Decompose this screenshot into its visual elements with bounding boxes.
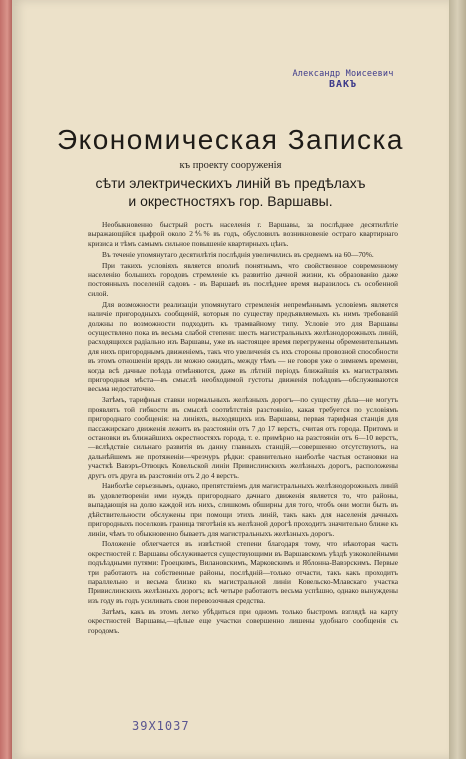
body-paragraph: Наиболѣе серьезнымъ, однако, препятствіемъ для магистральныхъ желѣзнодорожныхъ линій въ удовлетвореніи ими нуждъ пригороднаго дачнаго движенія является то, что районы, выпадающія на долю каждой изъ нихъ, слишкомъ обширны для того, чтобъ они могли быть въ дѣйствительности обслужены при помощи этихъ линій, такъ какъ для населенія дачныхъ пригородныхъ поселковъ граница тяготѣнія къ желѣзной дорогѣ проходитъ значительно ближе къ линіи, чѣмъ то обыкновенно бываетъ для магистральныхъ желѣзныхъ дорогъ. (88, 481, 398, 538)
body-paragraph: Затѣмъ, какъ въ этомъ легко убѣдиться при одномъ только быстромъ взглядѣ на карту окрестностей Варшавы,—цѣлые еще участки совершенно лишены удобнаго сообщенія съ городомъ. (88, 606, 398, 635)
document-body (88, 220, 398, 636)
document-subtitle-1: къ проекту сооруженія (179, 160, 282, 171)
body-paragraph: Затѣмъ, тарифныя ставки нормальныхъ желѣзныхъ дорогъ—по существу дѣла—не могутъ проявлять той гибкости въ смыслѣ соотвѣтствія разстоянію, какая требуется по условіямъ пригороднаго сообщенія: на линіяхъ, выходящихъ изъ Варшавы, первая тарифная станція для пассажирскаго движенія лежитъ въ разстояніи отъ 7 до 17 верстъ, считая отъ города. Притомъ и остановки въ ближайшихъ окрестностяхъ города, т. е. примѣрно на разстояніи отъ 6—10 верстъ, —вслѣдствіе сильнаго развитія въ данну главныхъ станцій,—совершенно отсутствуютъ, на дальнѣйшемъ же протяженіи—чрезчуръ рѣдки: сравнительно наиболѣе частыя остановки на участкѣ Вавэръ-Отвоцкъ Ковельской линіи Привислинскихъ желѣзныхъ дорогъ, расположены другъ отъ друга въ разстояніи отъ 2 до 4 верстъ. (88, 395, 398, 480)
document-title: Экономическая Записка (57, 124, 404, 155)
shelfmark-stamp: 39X1037 (132, 719, 190, 733)
book-spine (0, 0, 12, 759)
body-paragraph: Положеніе облегчается въ извѣстной степени благодаря тому, что нѣкоторая часть окрестностей г. Варшавы обслуживается существующими въ Варшавскомъ уѣздѣ узкоколейными подъѣздными путями: Гроецкимъ, Вилановскимъ, Марковскимъ и Яблонна-Вавэрскимъ. Первые три работаютъ на собственные районы, послѣдній—только отчасти, такъ какъ проходитъ параллельно и весьма близко къ магистральной линіи Ковельско-Млавскаго участка Привислинскихъ желѣзныхъ дорогъ; всѣ четыре работаютъ весьма успѣшно, однако вынуждены изъ году въ годъ усиливать свои перевозочныя средства. (88, 539, 398, 605)
body-paragraph: Въ теченіе упомянутаго десятилѣтія послѣднія увеличились въ среднемъ на 60—70%. (102, 249, 374, 259)
document-subtitle-3: и окрестностяхъ гор. Варшавы. (128, 193, 333, 209)
document-subtitle-2: сѣти электрическихъ линій въ предѣлахъ (95, 175, 366, 191)
page-edge (449, 0, 466, 759)
owner-stamp (278, 69, 408, 90)
stamp-owner-name: Александр Моисеевич (292, 69, 394, 79)
body-paragraph: Для возможности реализаціи упомянутаго стремленія непремѣннымъ условіемъ является наличіе пригородныхъ сообщеній, которыя по существу предъявляемыхъ къ нимъ требованій должны по возможности подходить къ трамвайному типу. Условіе это для Варшавы осуществлено пока въ весьма слабой степени: шесть магистральныхъ желѣзнодорожныхъ линій, расходящихся радіально изъ Варшавы, уже въ настоящее время перегружены обременительнымъ для нихъ пригороднымъ движеніемъ, такъ что увеличенія съ ихъ стороны провозной способности въ этомъ отношеніи врядъ ли можно ожидать, между тѣмъ — не говоря уже о зимнемъ времени, когда всѣ дачные поѣзда отмѣняются, даже въ лѣтній періодъ ближайшія къ магистралямъ пригородныя мѣста—въ смыслѣ необходимой густоты движенія поѣздовъ—обслуживаются весьма недостаточно. (88, 299, 398, 394)
stamp-surname: ВАКЪ (328, 79, 358, 90)
body-paragraph: При такихъ условіяхъ является вполнѣ понятнымъ, что свойственное современному населенію большихъ городовъ стремленіе къ развитію дачной жизни, къ образованію даже постоянныхъ поселеній садовъ - въ Варшавѣ въ послѣднее время выразилось съ особенной силой. (88, 260, 398, 298)
body-paragraph: Необыкновенно быстрый ростъ населенія г. Варшавы, за послѣднее десятилѣтіе выражающійся цыфрой около 2⅘% въ годъ, обусловилъ возникновеніе остраго квартирнаго кризиса и тѣмъ самымъ сильное повышеніе квартирныхъ цѣнъ. (88, 220, 398, 248)
